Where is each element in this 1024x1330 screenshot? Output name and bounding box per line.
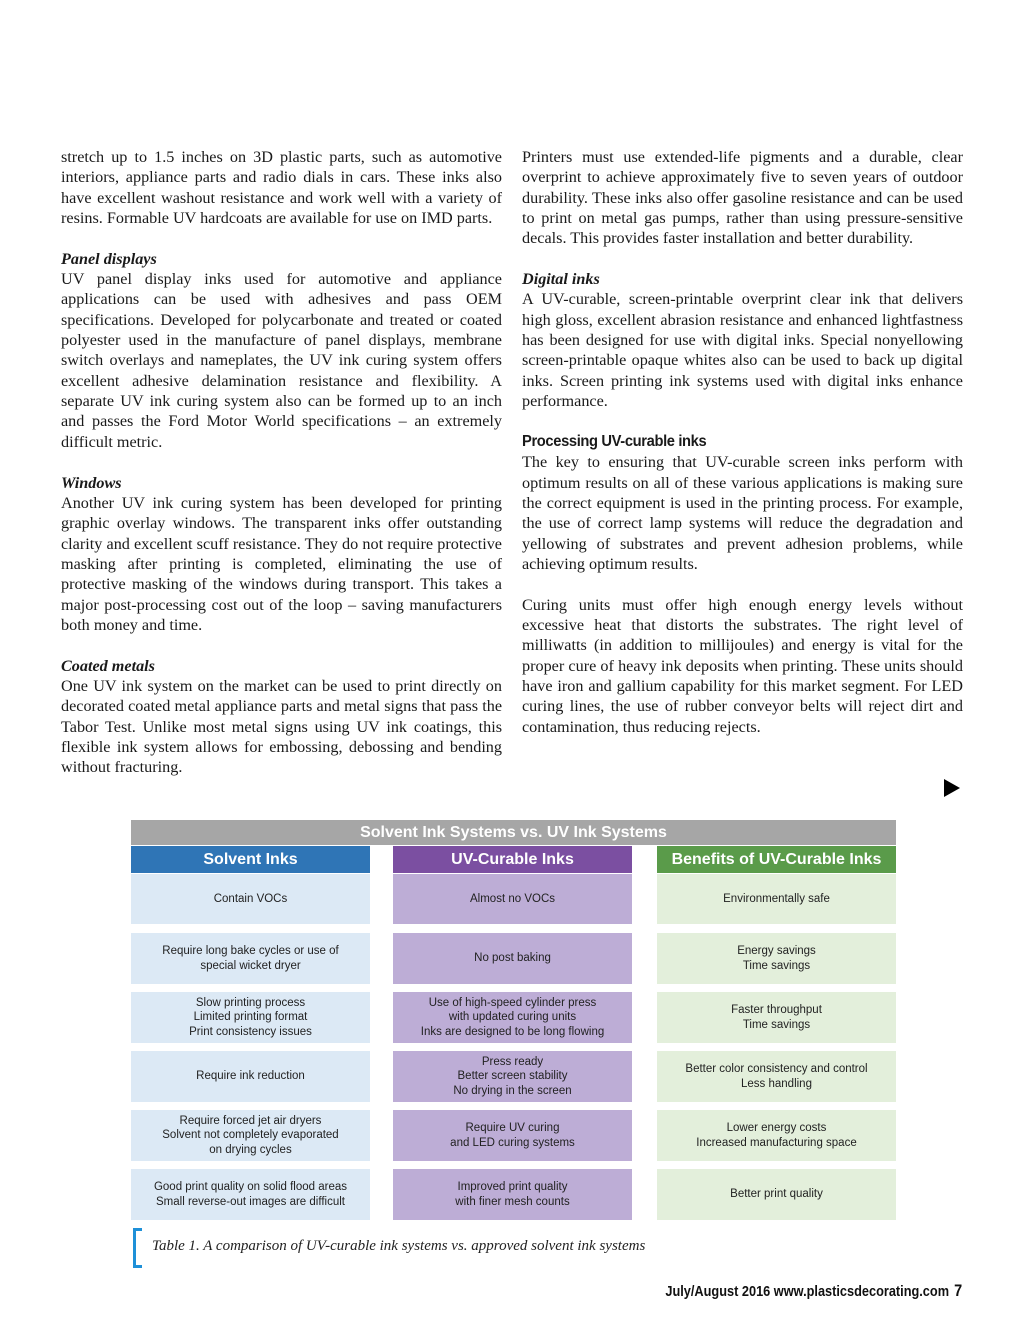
left-paragraph-intro: stretch up to 1.5 inches on 3D plastic parts, such as automotive interiors, appliance parts and radio dials in cars. These inks also have excellent washout resistance and work well with a variety of resins. Formable UV hardcoats are available for use on IMD parts. (61, 148, 502, 228)
table-cell: Faster throughput Time savings (657, 992, 896, 1043)
page-number: 7 (953, 1281, 962, 1300)
table-cell: Require long bake cycles or use of special wicket dryer (131, 933, 370, 984)
digital-inks-text: A UV-curable, screen-printable overprint clear ink that delivers high gloss, excellent abrasion resistance and enhanced lightfastness has been designed for use with digital inks. Special nonyellowing screen-printable opaque whites also can be used to back up digital inks. Screen printing ink systems used with digital inks enhance performance. (522, 290, 963, 411)
table-caption: Table 1. A comparison of UV-curable ink systems vs. approved solvent ink systems (152, 1238, 646, 1254)
page-footer (665, 1281, 962, 1301)
caption-bracket (133, 1228, 142, 1268)
header-solvent-inks: Solvent Inks (131, 846, 370, 873)
coated-metals-text: One UV ink system on the market can be used to print directly on decorated coated metal appliance parts and metal signs that pass the Tabor Test. Unlike most metal signs using UV ink coatings, this flexible ink system allows for embossing, debossing and bending without fracturing. (61, 676, 502, 777)
processing-heading: Processing UV-curable inks (522, 432, 707, 450)
windows-text: Another UV ink curing system has been developed for printing graphic overlay windows. The transparent inks offer outstanding clarity and excellent scuff resistance. They do not require protective masking after printing is completed, eliminating the use of protective masking of the windows during transport. This takes a major post-processing cost out of the loop – saving manufacturers both money and time. (61, 493, 502, 634)
processing-text: The key to ensuring that UV-curable screen inks perform with optimum results on all of these various applications is making sure the correct equipment is used in the printing process. For example, the use of correct lamp systems will reduce the degradation and yellowing of substrates and prevent adhesion problems, while achieving optimum results. (522, 453, 963, 573)
curing-text: Curing units must offer high enough energy levels without excessive heat that distorts the substrates. The right level of milliwatts (in addition to millijoules) and energy is vital for the proper cure of heavy ink deposits when printing. These units should have iron and gallium capability for this market segment. For LED curing lines, the use of rubber conveyor belts will reject dirt and contamination, thus reducing rejects. (522, 595, 963, 736)
table-title: Solvent Ink Systems vs. UV Ink Systems (131, 820, 896, 845)
table-cell: Require UV curing and LED curing systems (393, 1110, 632, 1161)
table-cell: Energy savings Time savings (657, 933, 896, 984)
table-cell: Slow printing process Limited printing format Print consistency issues (131, 992, 370, 1043)
table-cell: Lower energy costs Increased manufacturing space (657, 1110, 896, 1161)
table-cell: Contain VOCs (131, 874, 370, 924)
play-arrow-icon (944, 779, 960, 797)
header-uv-curable-inks: UV-Curable Inks (393, 846, 632, 873)
table-cell: Press ready Better screen stability No drying in the screen (393, 1051, 632, 1102)
table-cell: No post baking (393, 933, 632, 984)
table-cell: Require ink reduction (131, 1051, 370, 1102)
table-cell: Require forced jet air dryers Solvent not completely evaporated on drying cycles (131, 1110, 370, 1161)
digital-inks-heading: Digital inks (522, 270, 600, 289)
table-cell: Use of high-speed cylinder press with updated curing units Inks are designed to be long flowing (393, 992, 632, 1043)
right-column (522, 147, 963, 737)
footer-text: July/August 2016 www.plasticsdecorating.com (665, 1283, 949, 1300)
right-paragraph-intro: Printers must use extended-life pigments and a durable, clear overprint to achieve approximately five to seven years of outdoor durability. These inks also offer gasoline resistance and can be used to print on metal gas pumps, rather than using pressure-sensitive decals. This provides faster installation and better durability. (522, 148, 963, 248)
table-cell: Good print quality on solid flood areas Small reverse-out images are difficult (131, 1169, 370, 1220)
panel-displays-text: UV panel display inks used for automotive and appliance applications can be used with adhesives and pass OEM specifications. Developed for polycarbonate and treated or coated polyester used in the manufacture of panel displays, membrane switch overlays and nameplates, the UV ink curing system offers excellent adhesive delamination resistance and flexibility. A separate UV ink curing system also can be formed up to an inch and passes the Ford Motor World specifications – an extremely difficult metric. (61, 270, 502, 451)
table-cell: Almost no VOCs (393, 874, 632, 924)
windows-heading: Windows (61, 473, 122, 492)
table-cell: Better print quality (657, 1169, 896, 1220)
header-benefits: Benefits of UV-Curable Inks (657, 846, 896, 873)
table-cell: Improved print quality with finer mesh counts (393, 1169, 632, 1220)
panel-displays-heading: Panel displays (61, 249, 157, 268)
coated-metals-heading: Coated metals (61, 656, 155, 675)
table-cell: Better color consistency and control Less handling (657, 1051, 896, 1102)
table-cell: Environmentally safe (657, 874, 896, 924)
left-column (61, 147, 502, 778)
